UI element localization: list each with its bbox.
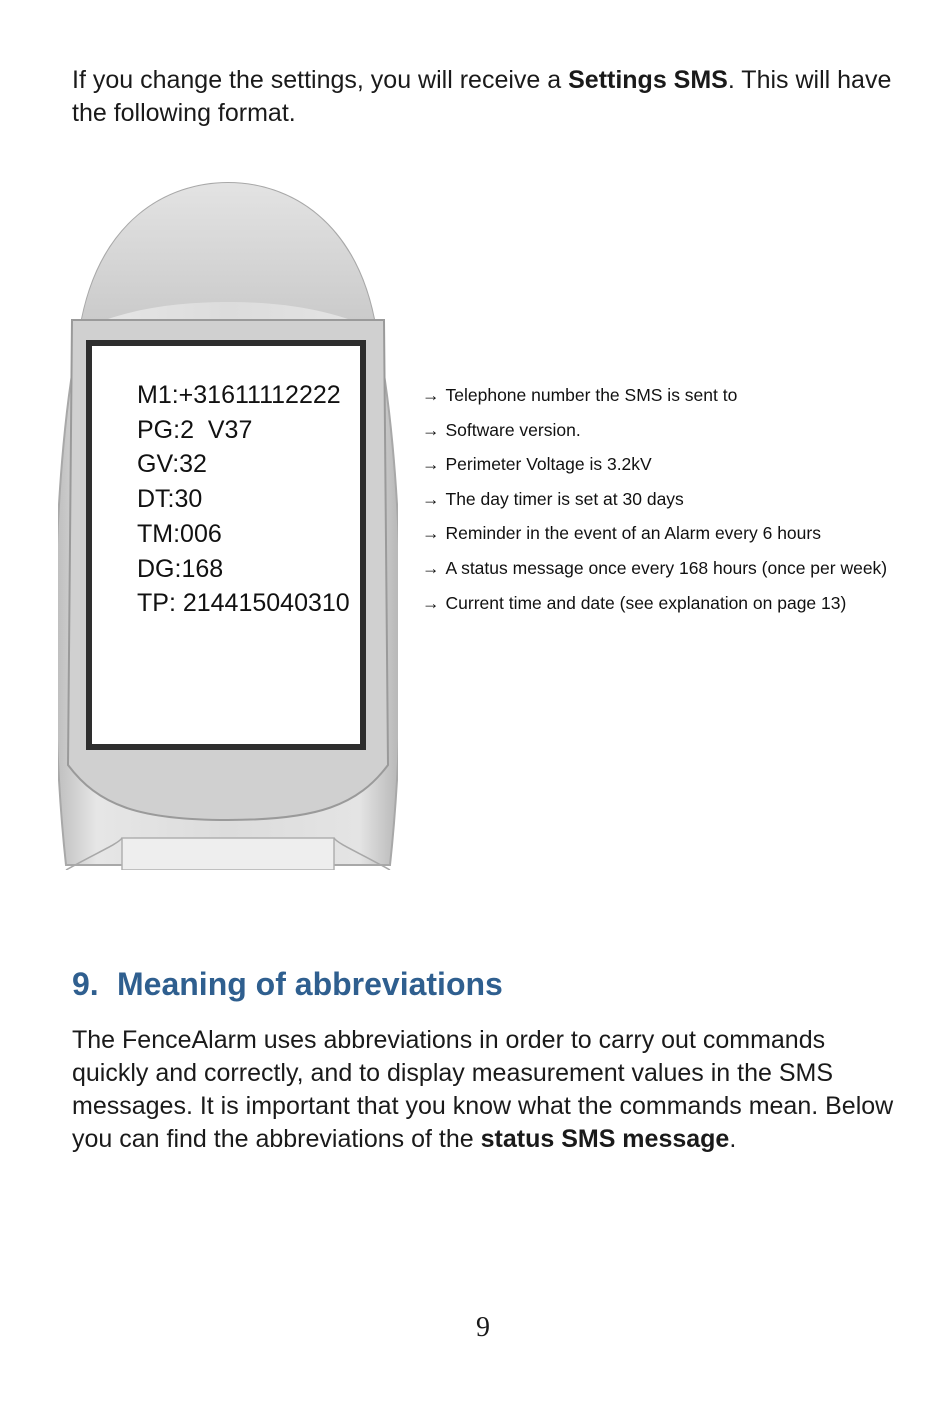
- abbreviations-paragraph: [72, 1024, 902, 1156]
- arrow-right-icon: →: [422, 385, 440, 405]
- note-text: A status message once every 168 hours (once per week): [445, 557, 888, 578]
- sms-line-m1: M1:+31611112222: [137, 381, 341, 409]
- note-telephone: [422, 378, 887, 413]
- note-text: Telephone number the SMS is sent to: [445, 385, 738, 405]
- note-software: [422, 413, 887, 448]
- arrow-right-icon: →: [422, 557, 440, 578]
- intro-text-end: . This will have the following format.: [72, 66, 892, 127]
- sms-line-dt: DT:30: [137, 485, 203, 514]
- abbr-bold-status-sms: status SMS message: [480, 1125, 730, 1153]
- sms-line-dg: DG:168: [137, 554, 224, 583]
- sms-line-tp: TP: 214415040310: [137, 589, 350, 618]
- sms-line-tm: TM:006: [137, 519, 222, 548]
- section-heading: [72, 966, 503, 1003]
- sms-line-pg: PG:2 V37: [137, 415, 253, 444]
- section-title: Meaning of abbreviations: [117, 966, 503, 1002]
- intro-bold-settings-sms: Settings SMS: [568, 66, 728, 94]
- arrow-right-icon: →: [422, 454, 440, 475]
- note-text: Perimeter Voltage is 3.2kV: [445, 454, 652, 475]
- note-text: The day timer is set at 30 days: [445, 488, 684, 509]
- note-day-timer: [422, 482, 887, 517]
- abbr-text-end: .: [729, 1125, 737, 1153]
- note-status-message: [422, 551, 887, 586]
- page-number: 9: [476, 1312, 490, 1343]
- note-reminder: [422, 516, 887, 551]
- arrow-right-icon: →: [422, 488, 440, 509]
- note-voltage: [422, 447, 887, 482]
- arrow-right-icon: →: [422, 523, 440, 544]
- section-number: 9.: [72, 966, 99, 1002]
- intro-paragraph: [72, 64, 902, 130]
- phone-hinge: [122, 838, 334, 870]
- abbr-text-start: The FenceAlarm uses abbreviations in order to carry out commands quickly and correctly, and to display measurement values in the SMS messages. It is important that you know what the commands mean. Below you can find the abbreviations of the: [72, 1026, 894, 1153]
- sms-line-gv: GV:32: [137, 450, 207, 479]
- note-text: Software version.: [445, 419, 581, 440]
- intro-text-start: If you change the settings, you will receive a: [72, 66, 569, 94]
- sms-settings-message: [137, 378, 350, 621]
- note-time-date: [422, 586, 887, 621]
- sms-field-explanations: [422, 378, 887, 620]
- arrow-right-icon: →: [422, 592, 440, 613]
- arrow-right-icon: →: [422, 419, 440, 440]
- note-text: Current time and date (see explanation on page 13): [445, 592, 847, 613]
- note-text: Reminder in the event of an Alarm every 6 hours: [445, 523, 821, 544]
